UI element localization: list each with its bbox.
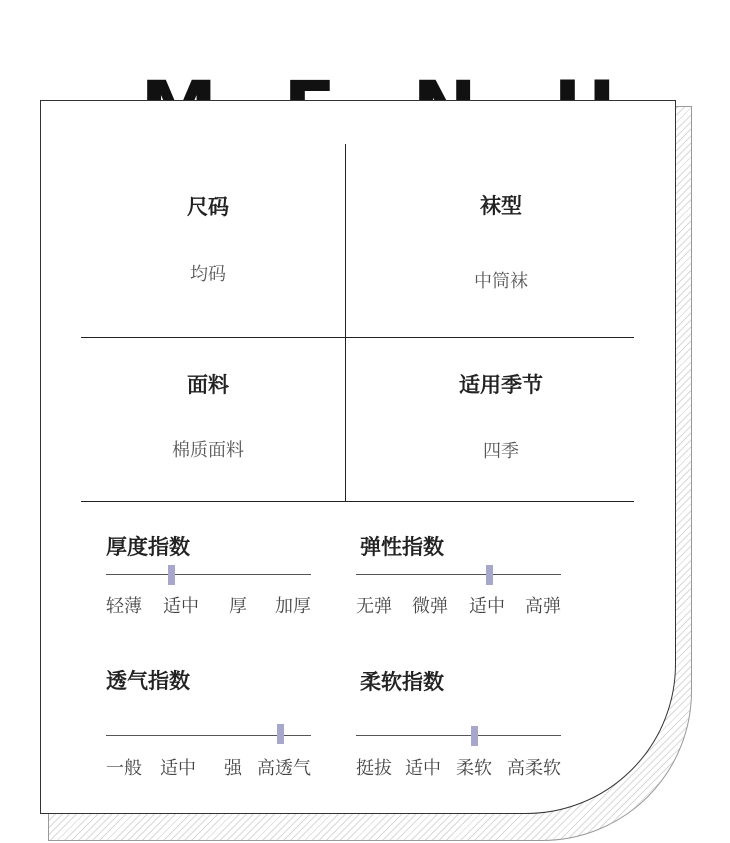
elasticity-option-label: 无弹 [356,596,392,617]
thickness-option-label: 适中 [163,596,199,617]
thickness-index-title: 厚度指数 [106,535,190,559]
spec-sock-type-value: 中筒袜 [474,271,528,292]
spec-sock-type-title: 袜型 [480,194,522,218]
spec-size-value: 均码 [190,264,226,285]
thickness-index-track [106,574,311,575]
softness-index-track [356,735,561,736]
spec-fabric-title: 面料 [187,373,229,397]
spec-fabric-value: 棉质面料 [172,440,244,461]
elasticity-option-label: 高弹 [525,596,561,617]
softness-index-marker [471,726,478,746]
breathability-option-label: 适中 [160,758,196,779]
breathability-index-marker [277,724,284,744]
elasticity-index-title: 弹性指数 [360,535,444,559]
softness-index-title: 柔软指数 [360,670,444,694]
softness-option-label: 柔软 [456,758,492,779]
softness-option-label: 挺拔 [356,758,392,779]
softness-option-label: 适中 [405,758,441,779]
breathability-index-title: 透气指数 [106,669,190,693]
menu-card [40,100,676,814]
thickness-option-label: 轻薄 [106,596,142,617]
elasticity-option-label: 适中 [469,596,505,617]
grid-bottom-divider [81,501,634,502]
thickness-option-label: 加厚 [275,596,311,617]
spec-size-title: 尺码 [187,195,229,219]
elasticity-index-track [356,574,561,575]
softness-option-label: 高柔软 [507,758,561,779]
grid-middle-divider [81,337,634,338]
breathability-option-label: 高透气 [257,758,311,779]
spec-season-value: 四季 [483,441,519,462]
elasticity-index-marker [486,565,493,585]
menu-heading [0,0,730,100]
spec-season-title: 适用季节 [459,373,543,397]
thickness-index-marker [168,565,175,585]
thickness-option-label: 厚 [229,596,247,617]
breathability-option-label: 强 [224,758,242,779]
breathability-option-label: 一般 [106,758,142,779]
elasticity-option-label: 微弹 [412,596,448,617]
